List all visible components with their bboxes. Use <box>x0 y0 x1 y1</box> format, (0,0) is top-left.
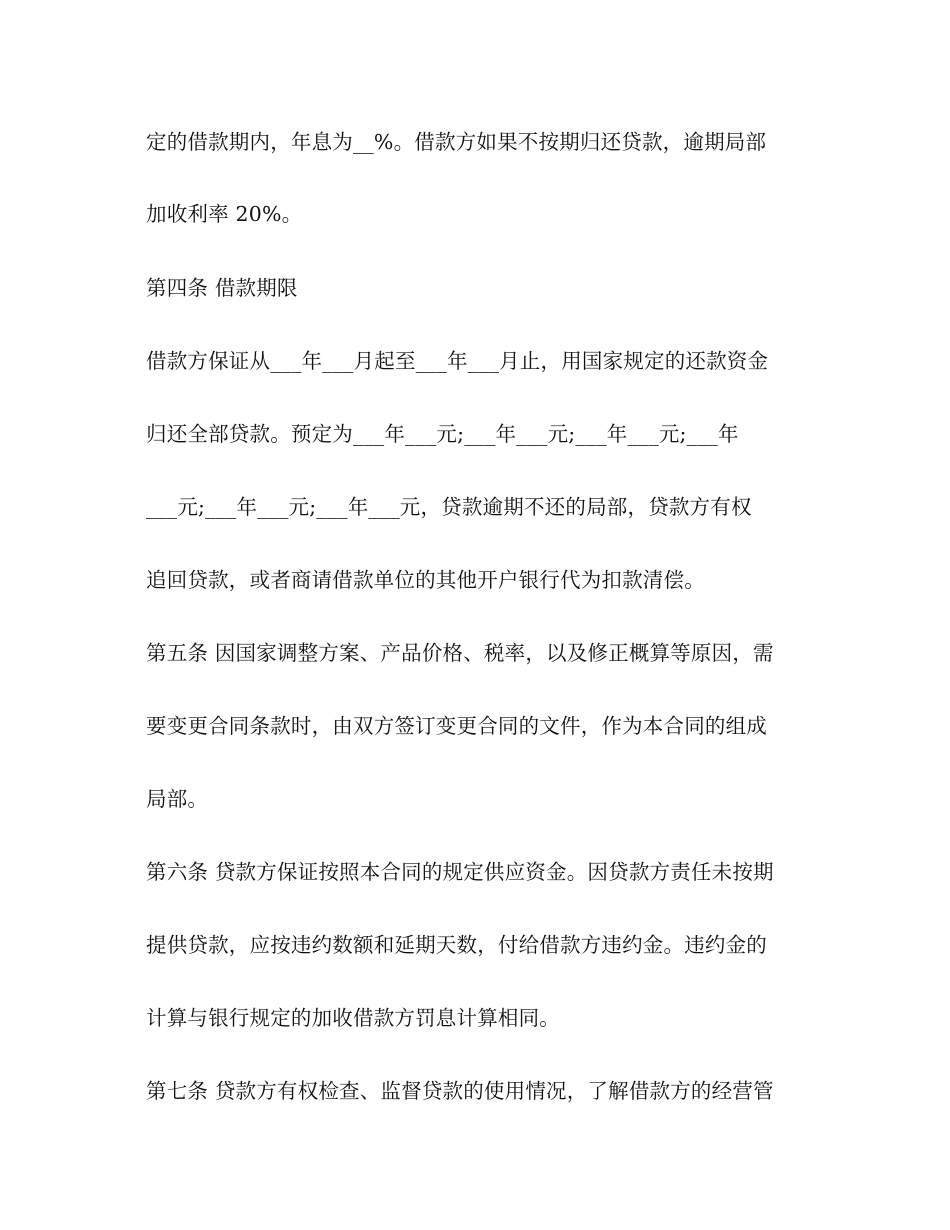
paragraph-line: 要变更合同条款时，由双方签订变更合同的文件，作为本合同的组成 <box>146 714 767 738</box>
paragraph-line: 第六条 贷款方保证按照本合同的规定供应资金。因贷款方责任未按期 <box>146 860 774 884</box>
paragraph-line: 局部。 <box>146 787 209 811</box>
paragraph-line: 归还全部贷款。预定为___年___元;___年___元;___年___元;___年 <box>146 422 739 446</box>
paragraph-line: 提供贷款，应按违约数额和延期天数，付给借款方违约金。违约金的 <box>146 933 767 957</box>
paragraph-line: 借款方保证从___年___月起至___年___月止，用国家规定的还款资金 <box>146 349 769 373</box>
paragraph-line: ___元;___年___元;___年___元，贷款逾期不还的局部，贷款方有权 <box>146 495 752 519</box>
paragraph-line: 计算与银行规定的加收借款方罚息计算相同。 <box>146 1006 560 1030</box>
paragraph-line: 第七条 贷款方有权检查、监督贷款的使用情况，了解借款方的经营管 <box>146 1079 774 1103</box>
paragraph-line: 第五条 因国家调整方案、产品价格、税率，以及修正概算等原因，需 <box>146 641 774 665</box>
article-heading: 第四条 借款期限 <box>146 276 298 300</box>
paragraph-line: 追回贷款，或者商请借款单位的其他开户银行代为扣款清偿。 <box>146 568 705 592</box>
paragraph-line: 定的借款期内，年息为__%。借款方如果不按期归还贷款，逾期局部 <box>146 130 767 154</box>
paragraph-line: 加收利率 20%。 <box>146 202 303 226</box>
